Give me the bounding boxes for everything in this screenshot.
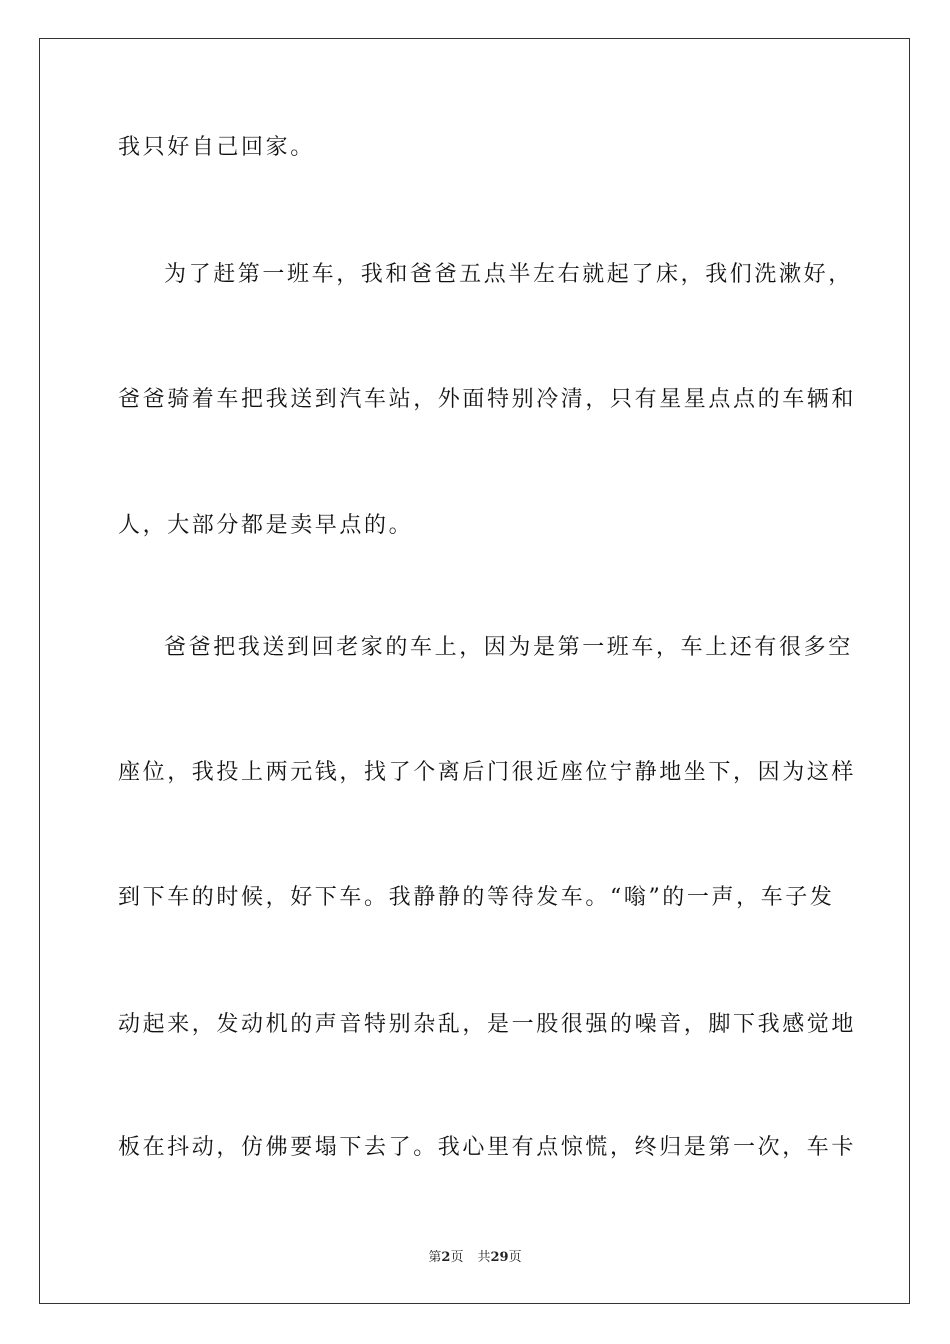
page-frame bbox=[39, 38, 910, 1304]
text-line-2: 为了赶第一班车，我和爸爸五点半左右就起了床，我们洗漱好， bbox=[164, 262, 853, 287]
text-line-8: 动起来，发动机的声音特别杂乱，是一股很强的噪音，脚下我感觉地 bbox=[118, 1012, 857, 1037]
text-line-3: 爸爸骑着车把我送到汽车站，外面特别冷清，只有星星点点的车辆和 bbox=[118, 387, 857, 412]
total-suffix: 页 bbox=[508, 1250, 522, 1265]
text-line-1: 我只好自己回家。 bbox=[118, 135, 315, 160]
total-prefix: 共 bbox=[477, 1250, 491, 1265]
text-line-9: 板在抖动，仿佛要塌下去了。我心里有点惊慌，终归是第一次，车卡 bbox=[118, 1135, 857, 1160]
page-footer bbox=[0, 1246, 950, 1265]
text-line-4: 人，大部分都是卖早点的。 bbox=[118, 513, 414, 538]
page-number: 2 bbox=[441, 1250, 451, 1265]
total-pages: 29 bbox=[490, 1250, 509, 1265]
page-prefix: 第 bbox=[428, 1250, 442, 1265]
text-line-6: 座位，我投上两元钱，找了个离后门很近座位宁静地坐下，因为这样 bbox=[118, 760, 857, 785]
page-suffix: 页 bbox=[450, 1250, 464, 1265]
text-line-7: 到下车的时候，好下车。我静静的等待发车。“嗡”的一声，车子发 bbox=[118, 885, 835, 910]
text-line-5: 爸爸把我送到回老家的车上，因为是第一班车，车上还有很多空 bbox=[164, 635, 853, 660]
